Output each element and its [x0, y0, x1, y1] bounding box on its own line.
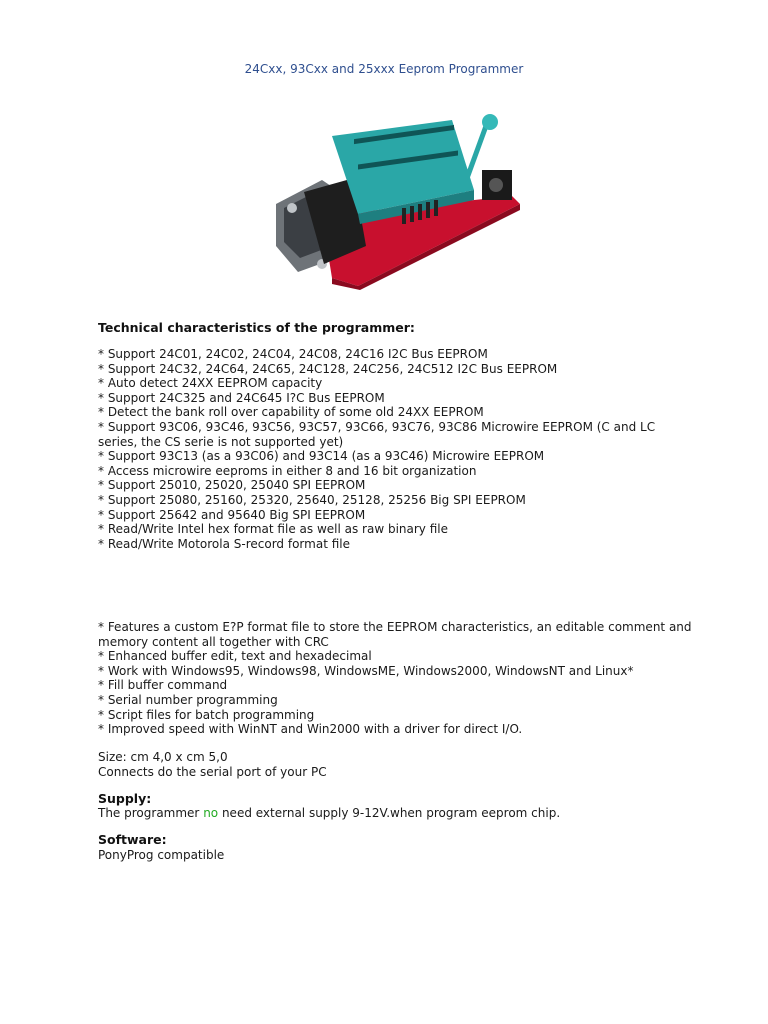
connects-line: Connects do the serial port of your PC	[98, 765, 327, 779]
list-item: * Support 24C32, 24C64, 24C65, 24C128, 24C256, 24C512 I2C Bus EEPROM	[98, 361, 558, 376]
list-item: * Read/Write Intel hex format file as well as raw binary file	[98, 522, 448, 537]
supply-text	[98, 806, 560, 821]
supply-green-word: no	[203, 806, 219, 820]
list-item: * Script files for batch programming	[98, 707, 315, 722]
size-line: Size: cm 4,0 x cm 5,0	[98, 750, 228, 764]
list-item: * Support 24C325 and 24C645 I?C Bus EEPROM	[98, 390, 385, 405]
supply-text-post: need external supply 9-12V.when program eeprom chip.	[218, 806, 561, 820]
list-item: * Features a custom E?P format file to store the EEPROM characteristics, an editable comment and memory content all together with CRC	[98, 620, 696, 649]
document-title: 24Cxx, 93Cxx and 25xxx Eeprom Programmer	[244, 62, 524, 76]
list-item: * Enhanced buffer edit, text and hexadecimal	[98, 649, 372, 664]
list-item: * Access microwire eeproms in either 8 and 16 bit organization	[98, 463, 477, 478]
list-item: * Auto detect 24XX EEPROM capacity	[98, 376, 323, 391]
software-heading: Software:	[98, 832, 167, 847]
list-item: * Support 25642 and 95640 Big SPI EEPROM	[98, 507, 366, 522]
list-item: * Detect the bank roll over capability of some old 24XX EEPROM	[98, 405, 484, 420]
feature-list-2	[98, 620, 698, 737]
list-item: * Serial number programming	[98, 692, 278, 707]
list-item: * Support 24C01, 24C02, 24C04, 24C08, 24C16 I2C Bus EEPROM	[98, 347, 488, 361]
tech-heading: Technical characteristics of the programmer:	[98, 320, 415, 335]
list-item: * Support 25010, 25020, 25040 SPI EEPROM	[98, 478, 366, 493]
feature-list-1	[98, 347, 698, 551]
list-item: * Improved speed with WinNT and Win2000 with a driver for direct I/O.	[98, 722, 523, 737]
software-text: PonyProg compatible	[98, 848, 225, 862]
supply-text-pre: The programmer	[98, 806, 204, 820]
list-item: * Support 93C06, 93C46, 93C56, 93C57, 93C66, 93C76, 93C86 Microwire EEPROM (C and LC series, the CS serie is not supported yet)	[98, 419, 659, 449]
list-item: * Support 93C13 (as a 93C06) and 93C14 (as a 93C46) Microwire EEPROM	[98, 449, 545, 464]
list-item: * Support 25080, 25160, 25320, 25640, 25128, 25256 Big SPI EEPROM	[98, 492, 526, 507]
list-item: * Read/Write Motorola S-record format file	[98, 536, 350, 551]
supply-heading: Supply:	[98, 791, 152, 806]
programmer-photo	[262, 96, 524, 290]
list-item: * Work with Windows95, Windows98, WindowsME, Windows2000, WindowsNT and Linux*	[98, 663, 634, 678]
list-item: * Fill buffer command	[98, 678, 228, 693]
